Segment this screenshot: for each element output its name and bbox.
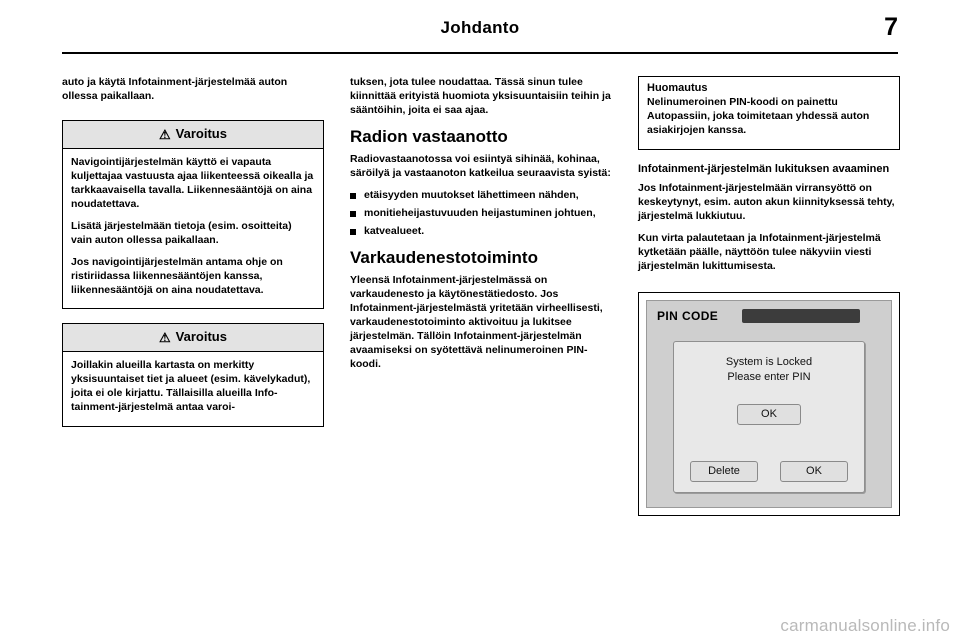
list-item-label: monitieheijastuvuuden heijastuminen johtuen, bbox=[364, 207, 596, 220]
lead-paragraph-block bbox=[62, 76, 324, 104]
list-item-label: etäisyyden muutokset lähettimeen nähden, bbox=[364, 189, 579, 202]
warning-box-1-title: Varoitus bbox=[175, 125, 227, 141]
list-item-label: katvealueet. bbox=[364, 225, 425, 238]
ok-confirm-button[interactable]: OK bbox=[780, 461, 848, 482]
note-box-body bbox=[639, 96, 899, 149]
warning-box-2-body bbox=[63, 352, 323, 426]
warning-paragraph: Joillakin alueilla kartasta on merkitty yksisuuntaiset tiet ja alueet (esim. kävelykadut), joita ei ole kirjattu. Tällaisilla alueilla Info-tainment-järjestelmä antaa varoi- bbox=[71, 359, 311, 414]
infotainment-screen bbox=[646, 300, 892, 508]
warning-box-2 bbox=[62, 323, 324, 427]
section-body-radio-reception: Radiovastaanotossa voi esiintyä sihinää, kohinaa, säröilyä ja vastaanoton katkeilua seuraavista syistä: bbox=[350, 152, 611, 179]
bullet-square-icon bbox=[350, 211, 356, 217]
dialog-line-2: Please enter PIN bbox=[727, 371, 811, 384]
unlock-paragraph-1: Jos Infotainment-järjestelmään virransyöttö on keskeytynyt, esim. auton akun kiinnityksessä tehty, järjestelmä lukkiutuu. bbox=[638, 181, 895, 222]
continuation-paragraph: tuksen, jota tulee noudattaa. Tässä sinun tulee kiinnittää erityistä huomiota yksisuuntaisiin teihin ja sääntöihin, joita ei saa ajaa. bbox=[350, 76, 611, 116]
warning-triangle-icon: ⚠ bbox=[159, 330, 171, 346]
pin-entry-field[interactable] bbox=[742, 309, 860, 323]
dialog-line-1: System is Locked bbox=[725, 356, 813, 369]
note-paragraph: Nelinumeroinen PIN-koodi on painettu Autopassiin, joka toimitetaan yhdessä auton asiakirjojen kanssa. bbox=[647, 96, 870, 136]
page-header bbox=[62, 13, 898, 52]
subheading-unlock: Infotainment-järjestelmän lukituksen avaaminen bbox=[638, 162, 890, 175]
lead-paragraph: auto ja käytä Infotainment-järjestelmää auton ollessa paikallaan. bbox=[62, 76, 288, 102]
header-divider bbox=[62, 52, 898, 54]
page-number: 7 bbox=[884, 13, 898, 41]
page-title: Johdanto bbox=[440, 18, 520, 37]
section-heading-theft-protection: Varkaudenestotoiminto bbox=[350, 248, 538, 268]
warning-box-2-title: Varoitus bbox=[175, 329, 227, 345]
system-locked-dialog bbox=[673, 341, 865, 493]
warning-box-1-header bbox=[63, 121, 323, 149]
warning-paragraph: Navigointijärjestelmän käyttö ei vapauta kuljettajaa vastuusta ajaa liikenteessä oikealla ja tarkkaavaisella tavalla. Liikennesääntöjä on aina noudatettava. bbox=[71, 155, 314, 210]
watermark: carmanualsonline.info bbox=[780, 616, 950, 635]
section-body-theft-protection: Yleensä Infotainment-järjestelmässä on varkaudenesto ja käytönestätiedosto. Jos Infotainment-järjestelmästä yritetään virheellisesti, varkaudenestotoiminto aktivoituu ja lukitsee järjestelmän. Tällöin Infotainment-järjestelmän avaamiseksi on syötettävä nelinumeroinen PIN-koodi. bbox=[350, 274, 603, 370]
bullet-list bbox=[350, 189, 612, 239]
ok-button[interactable]: OK bbox=[737, 404, 801, 425]
warning-paragraph: Lisätä järjestelmään tietoja (esim. osoitteita) vain auton ollessa paikallaan. bbox=[71, 219, 292, 246]
column-left bbox=[62, 76, 324, 441]
list-item bbox=[350, 207, 612, 221]
warning-box-1 bbox=[62, 120, 324, 310]
section-heading-radio-reception: Radion vastaanotto bbox=[350, 126, 508, 146]
note-box-title: Huomautus bbox=[647, 82, 708, 94]
note-box bbox=[638, 76, 900, 150]
warning-paragraph: Jos navigointijärjestelmän antama ohje on ristiriidassa liikennesääntöjen kanssa, liikennesääntöjä on aina noudatettava. bbox=[71, 255, 283, 296]
dialog-footer bbox=[674, 461, 864, 482]
column-right bbox=[638, 76, 900, 516]
warning-box-1-body bbox=[63, 149, 323, 309]
bullet-square-icon bbox=[350, 193, 356, 199]
list-item bbox=[350, 225, 612, 239]
screen-title: PIN CODE bbox=[657, 309, 719, 324]
bullet-square-icon bbox=[350, 229, 356, 235]
delete-button[interactable]: Delete bbox=[690, 461, 758, 482]
column-middle bbox=[350, 76, 612, 381]
warning-box-2-header bbox=[63, 324, 323, 352]
warning-triangle-icon: ⚠ bbox=[159, 126, 171, 142]
unlock-paragraph-2: Kun virta palautetaan ja Infotainment-järjestelmä kytketään päälle, näyttöön tulee näkyviin viesti järjestelmän lukittumisesta. bbox=[638, 232, 881, 273]
pin-code-figure bbox=[638, 292, 900, 516]
list-item bbox=[350, 189, 612, 203]
